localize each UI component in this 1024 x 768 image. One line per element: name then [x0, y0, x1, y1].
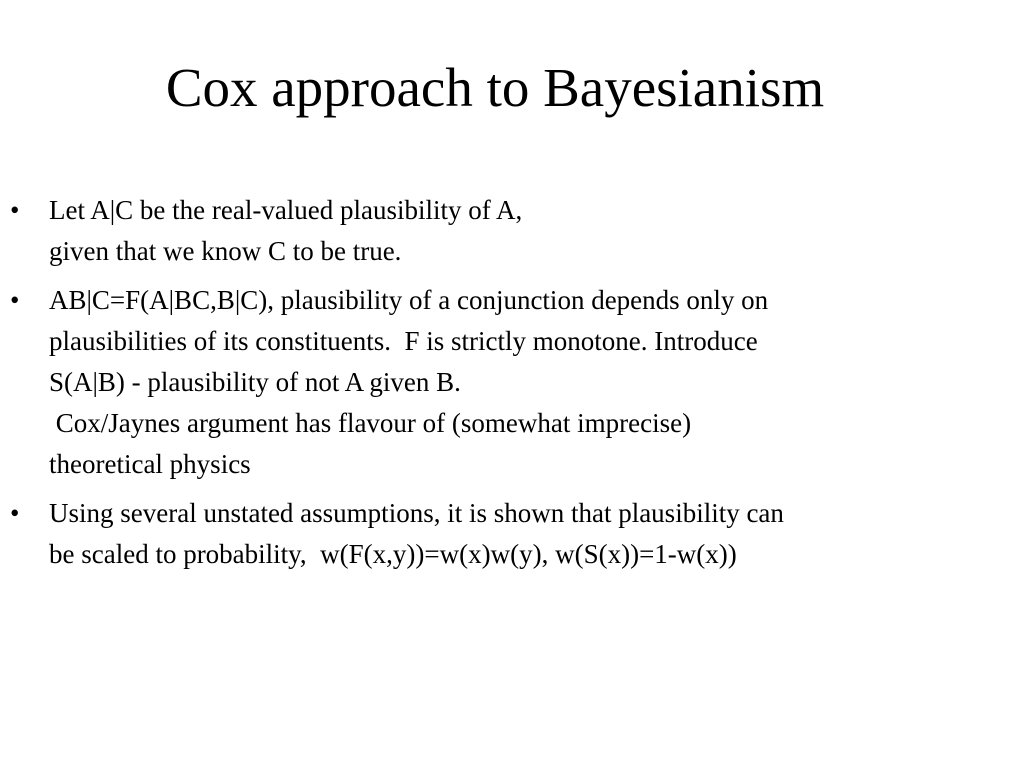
bullet-text-line: theoretical physics [49, 449, 251, 479]
slide-title: Cox approach to Bayesianism [165, 57, 825, 118]
bullet-text-line: given that we know C to be true. [49, 236, 402, 266]
bullet-text-line: AB|C=F(A|BC,B|C), plausibility of a conjunction depends only on [49, 285, 769, 315]
bullet-item [10, 280, 1010, 485]
bullet-item [10, 493, 1010, 575]
bullet-marker: • [10, 285, 20, 315]
bullet-text-line: S(A|B) - plausibility of not A given B. [49, 367, 461, 397]
bullet-text-line: be scaled to probability, w(F(x,y))=w(x)w(y), w(S(x))=1-w(x)) [49, 539, 737, 569]
bullet-text-line: Cox/Jaynes argument has flavour of (somewhat imprecise) [49, 408, 692, 438]
bullet-text-line: Let A|C be the real-valued plausibility of A, [49, 195, 523, 225]
bullet-marker: • [10, 498, 20, 528]
bullet-marker: • [10, 195, 20, 225]
bullet-list [10, 190, 1010, 583]
bullet-text-line: Using several unstated assumptions, it is shown that plausibility can [49, 498, 784, 528]
bullet-text-line: plausibilities of its constituents. F is strictly monotone. Introduce [49, 326, 758, 356]
bullet-item [10, 190, 1010, 272]
